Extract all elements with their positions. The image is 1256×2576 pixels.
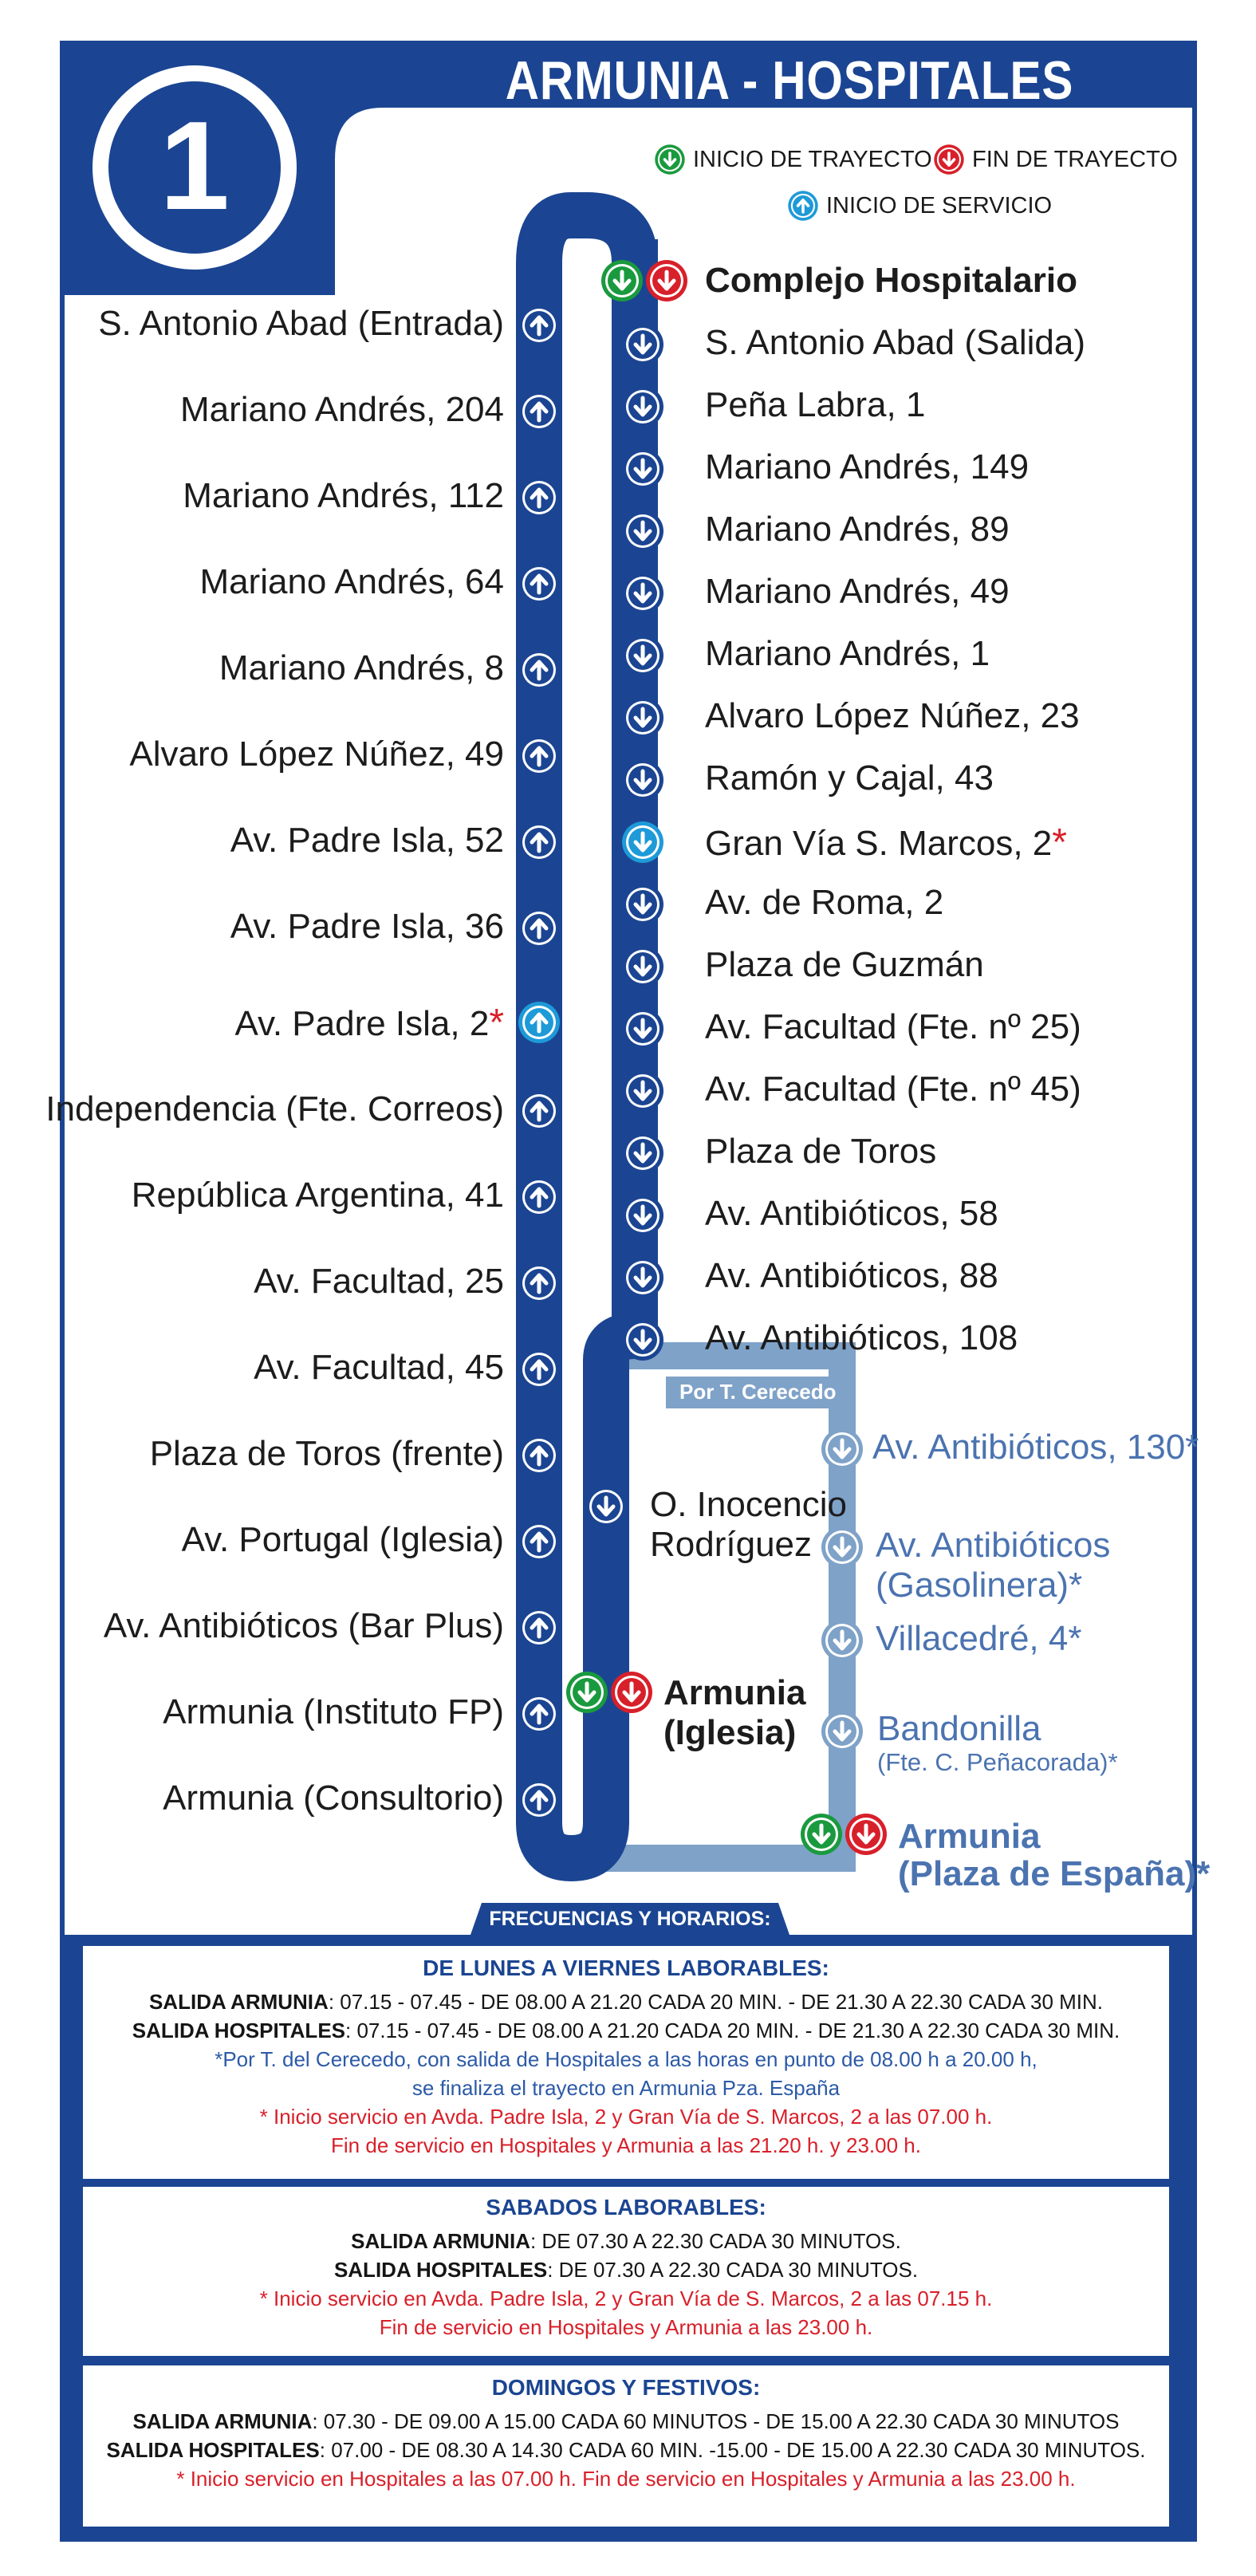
saturday-armunia-times: : DE 07.30 A 22.30 CADA 30 MINUTOS. xyxy=(530,2229,901,2253)
inbound-stop xyxy=(230,907,504,947)
saturday-armunia-label: SALIDA ARMUNIA xyxy=(351,2229,530,2253)
inbound-arrow-icon xyxy=(518,1693,560,1735)
start-legend-icon xyxy=(655,144,684,174)
cerecedo-stop-4: Bandonilla xyxy=(877,1709,1041,1748)
outbound-stop xyxy=(705,572,1010,612)
end-legend-icon xyxy=(934,144,963,174)
route-number: 1 xyxy=(159,96,230,236)
inbound-stop xyxy=(163,1692,504,1732)
legend-service-label: INICIO DE SERVICIO xyxy=(826,193,1053,219)
outbound-arrow-icon xyxy=(622,821,663,863)
outbound-stop xyxy=(705,1069,1081,1109)
inbound-arrow-icon xyxy=(518,908,560,949)
inbound-stop-label: Mariano Andrés, 8 xyxy=(219,648,504,687)
outbound-arrow-icon xyxy=(622,697,663,739)
cerecedo-arrow-icon xyxy=(821,1428,863,1470)
terminal-hospital: Complejo Hospitalario xyxy=(705,261,1077,300)
service-start-asterisk: * xyxy=(1052,821,1067,864)
legend-start-label: INICIO DE TRAYECTO xyxy=(693,147,932,172)
outbound-stop-label: Mariano Andrés, 89 xyxy=(705,510,1010,549)
route-title: ARMUNIA - HOSPITALES xyxy=(505,50,1074,111)
sunday-hospitales-times: : 07.00 - DE 08.30 A 14.30 CADA 60 MIN. -15.00 - DE 15.00 A 22.30 CADA 30 MINUTOS. xyxy=(319,2438,1146,2462)
inbound-arrow-icon xyxy=(518,1521,560,1562)
weekday-note-4: Fin de servicio en Hospitales y Armunia a las 21.20 h. y 23.00 h. xyxy=(331,2133,921,2157)
inbound-arrow-icon xyxy=(518,1090,560,1132)
outbound-arrow-icon xyxy=(622,759,663,801)
inbound-stop xyxy=(163,1778,504,1818)
inbound-stop-label: República Argentina, 41 xyxy=(131,1176,504,1215)
inbound-stop xyxy=(230,821,504,861)
weekday-armunia-label: SALIDA ARMUNIA xyxy=(148,1990,329,2014)
cerecedo-arrow-icon xyxy=(821,1620,863,1661)
inbound-stop-label: Av. Facultad, 45 xyxy=(254,1348,504,1387)
outbound-arrow-icon xyxy=(622,635,663,676)
inbound-stop-label: Av. Antibióticos (Bar Plus) xyxy=(103,1606,504,1645)
inbound-stop-label: Alvaro López Núñez, 49 xyxy=(129,735,504,774)
outbound-stop-label: Av. de Roma, 2 xyxy=(705,883,944,922)
cerecedo-stop-2-line2: (Gasolinera)* xyxy=(876,1566,1083,1605)
inbound-stop-label: Independencia (Fte. Correos) xyxy=(45,1089,504,1128)
sunday-armunia-times: : 07.30 - DE 09.00 A 15.00 CADA 60 MINUTOS - DE 15.00 A 22.30 CADA 30 MINUTOS xyxy=(312,2409,1120,2433)
branch-main-stop-line1: O. Inocencio xyxy=(650,1485,848,1524)
outbound-stop xyxy=(705,945,984,985)
cerecedo-arrow-icon xyxy=(821,1526,863,1568)
inbound-stop xyxy=(129,735,504,774)
weekday-hospitales-label: SALIDA HOSPITALES xyxy=(132,2019,346,2042)
service-start-asterisk: * xyxy=(489,1002,504,1044)
weekday-note-3: * Inicio servicio en Avda. Padre Isla, 2 y Gran Vía de S. Marcos, 2 a las 07.00 h. xyxy=(259,2105,993,2129)
outbound-arrow-icon xyxy=(622,1070,663,1112)
outbound-stop-label: Mariano Andrés, 1 xyxy=(705,634,990,673)
armunia-iglesia-end-icon xyxy=(611,1672,652,1713)
outbound-stop xyxy=(705,1132,936,1172)
cerecedo-stop-1: Av. Antibióticos, 130* xyxy=(872,1428,1199,1467)
inbound-stop-label: Av. Facultad, 25 xyxy=(254,1262,504,1301)
outbound-stop-label: S. Antonio Abad (Salida) xyxy=(705,323,1085,362)
hospital-start-icon xyxy=(601,260,643,301)
outbound-stop-label: Ramón y Cajal, 43 xyxy=(705,758,994,798)
outbound-arrow-icon xyxy=(622,1008,663,1050)
inbound-arrow-icon xyxy=(518,1002,560,1043)
cerecedo-arrow-icon xyxy=(821,1711,863,1752)
outbound-stop xyxy=(705,510,1010,549)
outbound-stop xyxy=(705,1007,1081,1047)
outbound-stop-label: Alvaro López Núñez, 23 xyxy=(705,696,1080,735)
inbound-arrow-icon xyxy=(518,1607,560,1648)
inbound-stop xyxy=(219,648,504,688)
saturday-title: SABADOS LABORABLES: xyxy=(486,2195,766,2220)
inbound-stop-label: Av. Portugal (Iglesia) xyxy=(181,1520,504,1559)
outbound-stop-label: Plaza de Toros xyxy=(705,1132,937,1171)
inbound-stop-label: Armunia (Instituto FP) xyxy=(163,1692,504,1731)
sunday-note-1: * Inicio servicio en Hospitales a las 07.00 h. Fin de servicio en Hospitales y Armunia a las 23.00 h. xyxy=(176,2467,1076,2491)
outbound-stop-label: Gran Vía S. Marcos, 2 xyxy=(705,824,1053,863)
outbound-stop xyxy=(705,1318,1018,1358)
cerecedo-stop-2-line1: Av. Antibióticos xyxy=(876,1526,1111,1565)
outbound-stop xyxy=(705,447,1029,487)
inbound-stop-label: Av. Padre Isla, 52 xyxy=(230,821,504,860)
inbound-stop-label: Mariano Andrés, 64 xyxy=(199,562,504,601)
inbound-arrow-icon xyxy=(518,1262,560,1304)
outbound-stop-label: Plaza de Guzmán xyxy=(705,945,984,984)
saturday-hospitales-label: SALIDA HOSPITALES xyxy=(333,2258,548,2282)
outbound-arrow-icon xyxy=(622,386,663,427)
outbound-stop xyxy=(705,1194,998,1234)
inbound-stop-label: Mariano Andrés, 112 xyxy=(183,476,504,515)
saturday-note-2: Fin de servicio en Hospitales y Armunia a las 23.00 h. xyxy=(379,2315,873,2339)
sunday-armunia-label: SALIDA ARMUNIA xyxy=(132,2409,313,2433)
inbound-stop-label: Armunia (Consultorio) xyxy=(163,1778,504,1818)
armunia-iglesia-line2: (Iglesia) xyxy=(663,1713,797,1752)
weekday-note-2: se finaliza el trayecto en Armunia Pza. España xyxy=(411,2076,841,2100)
outbound-arrow-icon xyxy=(622,946,663,987)
armunia-iglesia-start-icon xyxy=(566,1672,608,1713)
cerecedo-stop-3: Villacedré, 4* xyxy=(876,1619,1082,1658)
outbound-arrow-icon xyxy=(622,1319,663,1361)
inbound-stop xyxy=(254,1262,504,1302)
inbound-stop xyxy=(104,1606,504,1646)
inbound-stop xyxy=(254,1348,504,1388)
inbound-stop-label: Av. Padre Isla, 2 xyxy=(234,1004,490,1043)
branch-main-arrow-icon xyxy=(585,1486,627,1527)
outbound-arrow-icon xyxy=(622,1257,663,1298)
outbound-arrow-icon xyxy=(622,573,663,614)
outbound-arrow-icon xyxy=(622,884,663,925)
service-start-legend-icon xyxy=(788,191,817,220)
outbound-stop xyxy=(705,758,994,798)
branch-cerecedo-line xyxy=(606,1340,842,1858)
legend-end-label: FIN DE TRAYECTO xyxy=(972,147,1178,172)
outbound-stop xyxy=(705,1256,998,1296)
sunday-hospitales-label: SALIDA HOSPITALES xyxy=(106,2438,320,2462)
outbound-stop-label: Mariano Andrés, 149 xyxy=(705,447,1030,486)
inbound-stop xyxy=(98,304,504,344)
saturday-note-1: * Inicio servicio en Avda. Padre Isla, 2 y Gran Vía de S. Marcos, 2 a las 07.15 h. xyxy=(259,2286,993,2310)
inbound-arrow-icon xyxy=(518,649,560,691)
outbound-stop-label: Av. Antibióticos, 58 xyxy=(705,1194,998,1233)
inbound-stop xyxy=(180,390,504,430)
cerecedo-stop-4-note: (Fte. C. Peñacorada)* xyxy=(877,1748,1118,1776)
outbound-stop xyxy=(705,323,1085,363)
outbound-arrow-icon xyxy=(622,324,663,365)
inbound-arrow-icon xyxy=(518,1176,560,1218)
outbound-stop-label: Av. Facultad (Fte. nº 25) xyxy=(705,1007,1081,1046)
outbound-stop xyxy=(705,634,990,674)
outbound-stop-label: Mariano Andrés, 49 xyxy=(705,572,1010,611)
outbound-stop xyxy=(705,696,1080,736)
inbound-arrow-icon xyxy=(518,1349,560,1390)
outbound-arrow-icon xyxy=(622,1195,663,1236)
plaza-espana-start-icon xyxy=(801,1814,842,1855)
inbound-arrow-icon xyxy=(518,1779,560,1821)
saturday-hospitales-times: : DE 07.30 A 22.30 CADA 30 MINUTOS. xyxy=(547,2258,919,2282)
inbound-arrow-icon xyxy=(518,305,560,346)
inbound-stop-label: S. Antonio Abad (Entrada) xyxy=(98,304,504,343)
inbound-stop xyxy=(182,1520,504,1560)
inbound-stop xyxy=(45,1089,504,1129)
outbound-arrow-icon xyxy=(622,1132,663,1174)
inbound-arrow-icon xyxy=(518,735,560,777)
outbound-stop xyxy=(705,385,925,425)
weekday-armunia-times: : 07.15 - 07.45 - DE 08.00 A 21.20 CADA 20 MIN. - DE 21.30 A 22.30 CADA 30 MIN. xyxy=(328,1990,1104,2014)
plaza-espana-end-icon xyxy=(845,1814,887,1855)
weekday-schedule xyxy=(83,1946,1169,2179)
inbound-arrow-icon xyxy=(518,563,560,605)
inbound-arrow-icon xyxy=(518,477,560,518)
inbound-arrow-icon xyxy=(518,821,560,863)
armunia-plaza-espana-line2: (Plaza de España)* xyxy=(898,1854,1211,1893)
inbound-stop xyxy=(199,562,504,602)
outbound-stop xyxy=(705,821,1067,865)
outbound-stop-label: Av. Antibióticos, 108 xyxy=(705,1318,1018,1357)
outbound-stop-label: Av. Facultad (Fte. nº 45) xyxy=(705,1069,1081,1109)
inbound-stop-label: Av. Padre Isla, 36 xyxy=(230,907,504,946)
outbound-arrow-icon xyxy=(622,510,663,552)
schedule-header: FRECUENCIAS Y HORARIOS: xyxy=(489,1908,771,1930)
saturday-schedule xyxy=(83,2187,1169,2356)
inbound-stop-label: Plaza de Toros (frente) xyxy=(149,1434,504,1473)
armunia-iglesia-line1: Armunia xyxy=(663,1673,806,1712)
hospital-end-icon xyxy=(646,260,687,301)
outbound-stop xyxy=(705,883,943,923)
inbound-arrow-icon xyxy=(518,1435,560,1476)
inbound-stop-label: Mariano Andrés, 204 xyxy=(179,390,504,429)
inbound-stop xyxy=(150,1434,504,1474)
branch-main-stop-line2: Rodríguez xyxy=(650,1525,813,1564)
armunia-plaza-espana-line1: Armunia xyxy=(898,1817,1041,1856)
sunday-title: DOMINGOS Y FESTIVOS: xyxy=(491,2375,761,2400)
weekday-note-1: *Por T. del Cerecedo, con salida de Hospitales a las horas en punto de 08.00 h a 20.00 h, xyxy=(215,2047,1037,2071)
inbound-stop xyxy=(132,1176,504,1215)
inbound-stop xyxy=(235,1001,504,1045)
outbound-stop-label: Av. Antibióticos, 88 xyxy=(705,1256,998,1295)
outbound-stop-label: Peña Labra, 1 xyxy=(705,385,926,424)
inbound-stop xyxy=(183,476,504,516)
sunday-schedule xyxy=(83,2365,1169,2527)
weekday-title: DE LUNES A VIERNES LABORABLES: xyxy=(423,1956,829,1980)
inbound-arrow-icon xyxy=(518,391,560,432)
weekday-hospitales-times: : 07.15 - 07.45 - DE 08.00 A 21.20 CADA 20 MIN. - DE 21.30 A 22.30 CADA 30 MIN. xyxy=(345,2019,1120,2042)
outbound-arrow-icon xyxy=(622,448,663,490)
branch-cerecedo-label: Por T. Cerecedo xyxy=(679,1380,837,1404)
